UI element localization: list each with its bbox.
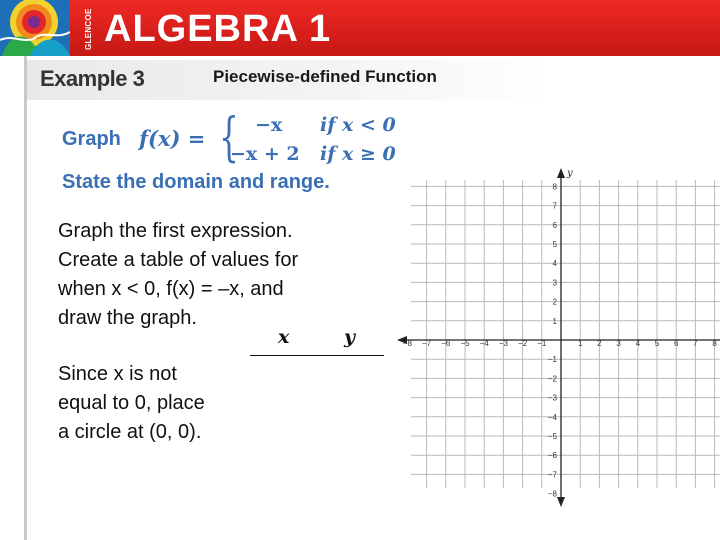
x-tick-label: 7: [693, 339, 698, 348]
y-tick-label: −6: [547, 451, 557, 461]
problem-graph-word: Graph: [62, 128, 121, 150]
x-tick-label: 1: [577, 339, 583, 348]
problem-instruction: State the domain and range.: [62, 171, 330, 193]
coordinate-grid: [395, 168, 720, 508]
case-1-expression: −x: [255, 114, 283, 136]
y-tick-label: −8: [547, 489, 557, 499]
y-tick-label: 7: [552, 201, 557, 211]
x-tick-label: 6: [673, 339, 679, 348]
example-subtitle: Piecewise-defined Function: [213, 67, 437, 86]
x-tick-label: 2: [597, 339, 602, 348]
y-tick-label: −7: [547, 470, 557, 480]
paragraph-1-line: Create a table of values for: [58, 249, 299, 271]
case-1-condition: if x < 0: [320, 114, 396, 136]
y-tick-label: −4: [547, 412, 557, 422]
x-tick-label: −1: [537, 339, 547, 348]
paragraph-2-line: a circle at (0, 0).: [58, 421, 202, 443]
y-axis-arrow-down: [557, 497, 565, 507]
x-tick-label: −5: [460, 339, 470, 348]
y-tick-label: −5: [547, 432, 557, 441]
case-2-condition: if x ≥ 0: [320, 143, 396, 165]
x-tick-label: 3: [616, 339, 621, 348]
y-tick-label: 1: [552, 316, 557, 326]
y-tick-label: 3: [552, 278, 557, 288]
piecewise-brace: {: [219, 108, 239, 168]
x-tick-label: −8: [402, 339, 412, 348]
y-axis-label: y: [567, 168, 573, 179]
y-tick-label: 6: [552, 220, 557, 230]
x-tick-label: −6: [441, 339, 451, 348]
paragraph-2: [58, 360, 205, 447]
x-tick-label: 8: [712, 339, 717, 348]
x-tick-label: 4: [635, 339, 641, 348]
paragraph-2-line: Since x is not: [58, 363, 177, 385]
table-header-x: x: [278, 326, 290, 348]
paragraph-1-line: Graph the first expression.: [58, 220, 293, 242]
y-tick-label: 2: [552, 297, 557, 307]
course-title: ALGEBRA 1: [104, 8, 332, 50]
paragraph-1-line: draw the graph.: [58, 307, 197, 329]
left-margin-rule: [24, 56, 27, 540]
x-tick-label: −4: [479, 339, 489, 348]
paragraph-1: [58, 217, 298, 333]
y-tick-label: 5: [552, 240, 557, 249]
y-axis-arrow-up: [557, 168, 565, 178]
title-banner: [0, 0, 720, 56]
example-label: Example 3: [40, 66, 145, 91]
x-tick-label: −2: [518, 339, 528, 348]
paragraph-1-line: when x < 0, f(x) = –x, and: [58, 278, 284, 300]
table-header-y: y: [344, 326, 356, 348]
y-tick-label: 8: [552, 182, 557, 192]
y-tick-label: 4: [552, 259, 557, 269]
x-tick-label: −3: [498, 339, 508, 348]
y-tick-label: −1: [547, 355, 557, 365]
case-2-expression: −x + 2: [230, 143, 300, 165]
publisher-brand: GLENCOE: [84, 8, 93, 50]
y-tick-label: −3: [547, 393, 557, 403]
problem-function-name: f(x) =: [139, 126, 206, 151]
table-header-rule: [250, 355, 384, 356]
x-tick-label: 5: [654, 339, 660, 348]
swirl-logo-icon: [0, 0, 70, 56]
y-tick-label: −2: [547, 374, 557, 384]
paragraph-2-line: equal to 0, place: [58, 392, 205, 414]
x-tick-label: −7: [422, 339, 432, 348]
